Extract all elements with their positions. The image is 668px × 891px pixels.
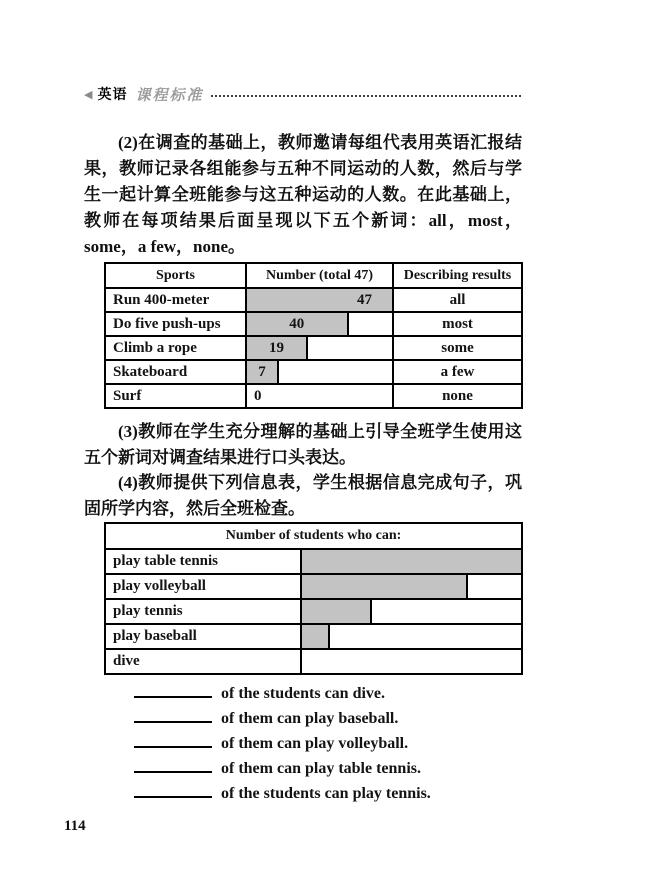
students-can-table xyxy=(104,522,523,675)
number-bar xyxy=(247,361,279,383)
number-cell xyxy=(246,312,393,336)
table-row xyxy=(105,624,522,649)
blank-line xyxy=(134,784,212,798)
result-cell: none xyxy=(393,384,522,408)
blank-line xyxy=(134,734,212,748)
sentence-line xyxy=(134,681,534,706)
number-cell xyxy=(246,336,393,360)
result-cell: a few xyxy=(393,360,522,384)
column-header-number: Number (total 47) xyxy=(246,263,393,288)
number-bar xyxy=(247,289,392,311)
table-row xyxy=(105,360,522,384)
table-row xyxy=(105,336,522,360)
fill-in-sentences xyxy=(134,681,534,806)
activity-bar xyxy=(302,575,468,598)
number-cell xyxy=(246,360,393,384)
paragraph-block-mid xyxy=(84,419,522,521)
paragraph-4: (4)教师提供下列信息表，学生根据信息完成句子，巩固所学内容，然后全班检查。 xyxy=(84,473,522,518)
activity-cell: dive xyxy=(105,649,301,674)
dotted-rule xyxy=(211,95,521,97)
blank-line xyxy=(134,684,212,698)
bar-value: 40 xyxy=(289,315,305,332)
number-bar xyxy=(247,313,349,335)
left-triangle-icon: ◀ xyxy=(84,87,93,101)
activity-bar xyxy=(302,625,330,648)
activity-bar-cell xyxy=(301,574,522,599)
bar-value: 19 xyxy=(268,339,284,356)
page-number: 114 xyxy=(64,818,86,834)
table-row xyxy=(105,574,522,599)
table-row xyxy=(105,384,522,408)
activity-bar xyxy=(302,550,521,573)
sport-cell: Skateboard xyxy=(105,360,246,384)
table-row xyxy=(105,599,522,624)
sentence-text: of them can play baseball. xyxy=(221,710,399,727)
activity-cell: play baseball xyxy=(105,624,301,649)
table-row xyxy=(105,649,522,674)
table-row xyxy=(105,549,522,574)
sentence-line xyxy=(134,731,534,756)
students-table-title: Number of students who can: xyxy=(105,523,522,549)
paragraph-block-top xyxy=(84,130,522,260)
activity-bar-cell xyxy=(301,624,522,649)
column-header-sports: Sports xyxy=(105,263,246,288)
activity-cell: play volleyball xyxy=(105,574,301,599)
blank-line xyxy=(134,759,212,773)
subject-label: 英语 xyxy=(97,88,128,103)
number-cell xyxy=(246,288,393,312)
activity-bar-cell xyxy=(301,549,522,574)
table-title-row xyxy=(105,523,522,549)
sport-cell: Surf xyxy=(105,384,246,408)
paragraph-2: (2)在调查的基础上，教师邀请每组代表用英语汇报结果，教师记录各组能参与五种不同运动的人数，然后与学生一起计算全班能参与这五种运动的人数。在此基础上，教师在每项结果后面呈现以下五个新词：all，most，some，a few，none。 xyxy=(84,133,522,256)
result-cell: some xyxy=(393,336,522,360)
chapter-header xyxy=(84,85,521,103)
activity-cell: play tennis xyxy=(105,599,301,624)
activity-cell: play table tennis xyxy=(105,549,301,574)
table-header-row xyxy=(105,263,522,288)
blank-line xyxy=(134,709,212,723)
sport-cell: Run 400-meter xyxy=(105,288,246,312)
table-row xyxy=(105,312,522,336)
activity-bar-cell xyxy=(301,649,522,674)
sentence-text: of the students can dive. xyxy=(221,685,386,702)
sport-cell: Climb a rope xyxy=(105,336,246,360)
paragraph-3: (3)教师在学生充分理解的基础上引导全班学生使用这五个新词对调查结果进行口头表达。 xyxy=(84,422,522,467)
activity-bar-cell xyxy=(301,599,522,624)
table-row xyxy=(105,288,522,312)
series-label: 课程标准 xyxy=(135,87,204,104)
result-cell: most xyxy=(393,312,522,336)
number-cell: 0 xyxy=(246,384,393,408)
column-header-describing: Describing results xyxy=(393,263,522,288)
bar-value: 7 xyxy=(258,363,266,380)
sentence-text: of the students can play tennis. xyxy=(221,785,431,802)
bar-value: 47 xyxy=(357,291,372,308)
sentence-line xyxy=(134,781,534,806)
activity-bar xyxy=(302,600,372,623)
result-cell: all xyxy=(393,288,522,312)
survey-results-table xyxy=(104,262,523,409)
sentence-line xyxy=(134,706,534,731)
sport-cell: Do five push-ups xyxy=(105,312,246,336)
sentence-text: of them can play volleyball. xyxy=(221,735,409,752)
sentence-text: of them can play table tennis. xyxy=(221,760,421,777)
number-bar xyxy=(247,337,308,359)
sentence-line xyxy=(134,756,534,781)
